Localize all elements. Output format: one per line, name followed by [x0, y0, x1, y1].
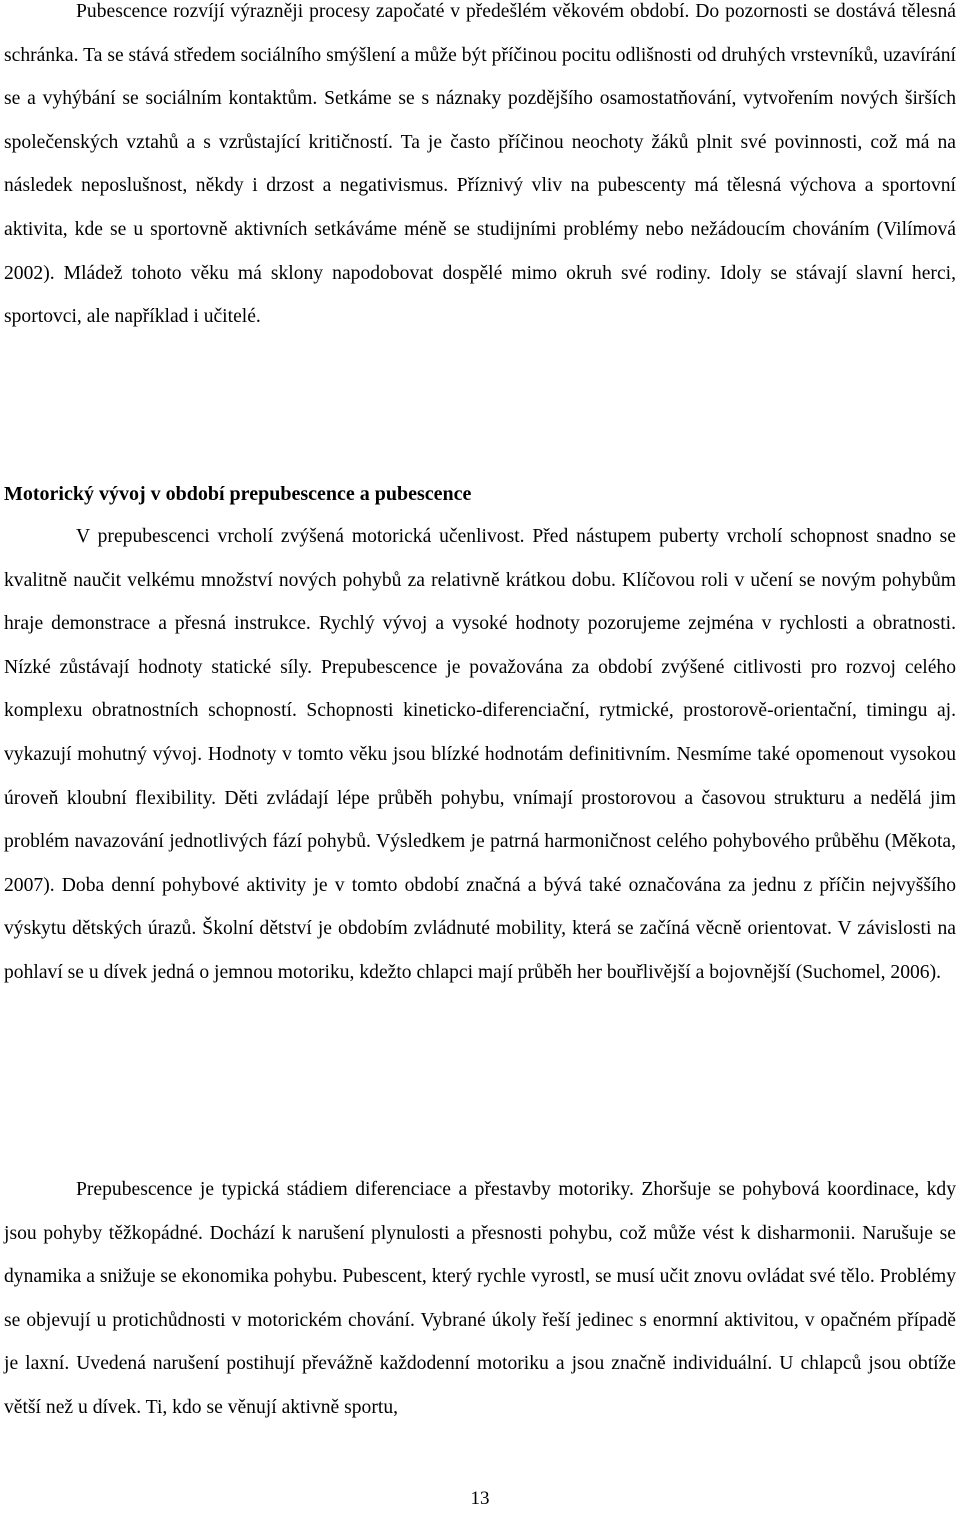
section-heading: Motorický vývoj v období prepubescence a pubescence	[4, 483, 472, 505]
paragraph-1-text: Pubescence rozvíjí výrazněji procesy započaté v předešlém věkovém období. Do pozornosti se dostává tělesná schránka. Ta se stává středem sociálního smýšlení a může být příčinou pocitu odlišnosti od druhých vrstevníků, uzavírání se a vyhýbání se sociálním kontaktům. Setkáme se s náznaky pozdějšího osamostatňování, vytvořením nových širších společenských vztahů a s vzrůstající kritičností. Ta je často příčinou neochoty žáků plnit své povinnosti, což má na následek neposlušnost, někdy i drzost a negativismus. Příznivý vliv na pubescenty má tělesná výchova a sportovní aktivita, kde se u sportovně aktivních setkáváme méně se studijními problémy nebo nežádoucím chováním (Vilímová 2002). Mládež tohoto věku má sklony napodobovat dospělé mimo okruh své rodiny. Idoly se stávají slavní herci, sportovci, ale například i učitelé.	[4, 1, 956, 328]
paragraph-motor-differentiation: Prepubescence je typická stádiem diferenciace a přestavby motoriky. Zhoršuje se pohybová koordinace, kdy jsou pohyby těžkopádné. Dochází k narušení plynulosti a přesnosti pohybu, což může vést k disharmonii. Narušuje se dynamika a snižuje se ekonomika pohybu. Pubescent, který rychle vyrostl, se musí učit znovu ovládat své tělo. Problémy se objevují u protichůdnosti v motorickém chování. Vybrané úkoly řeší jedinec s enormní aktivitou, v opačném případě je laxní. Uvedená narušení postihují převážně každodenní motoriku a jsou značně individuální. U chlapců jsou obtíže větší než u dívek. Ti, kdo se věnují aktivně sportu,	[4, 1179, 956, 1418]
page-number: 13	[470, 1488, 490, 1509]
paragraph-prepubescence-motor: V prepubescenci vrcholí zvýšená motorická učenlivost. Před nástupem puberty vrcholí schopnost snadno se kvalitně naučit velkému množství nových pohybů za relativně krátkou dobu. Klíčovou roli v učení se novým pohybům hraje demonstrace a přesná instrukce. Rychlý vývoj a vysoké hodnoty pozorujeme zejména v rychlosti a obratnosti. Nízké zůstávají hodnoty statické síly. Prepubescence je považována za období zvýšené citlivosti pro rozvoj celého komplexu obratnostních schopností. Schopnosti kineticko-diferenciační, rytmické, prostorově-orientační, timingu aj. vykazují mohutný vývoj. Hodnoty v tomto věku jsou blízké hodnotám definitivním. Nesmíme také opomenout vysokou úroveň kloubní flexibility. Děti zvládají lépe průběh pohybu, vnímají prostorovou a časovou strukturu a nedělá jim problém navazování jednotlivých fází pohybů. Výsledkem je patrná harmoničnost celého pohybového průběhu (Měkota, 2007). Doba denní pohybové aktivity je v tomto období značná a bývá také označována za jednu z příčin nejvyššího výskytu dětských úrazů. Školní dětství je obdobím zvládnuté mobility, která se začíná věcně orientovat. V závislosti na pohlaví se u dívek jedná o jemnou motoriku, kdežto chlapci mají průběh her bouřlivější a bojovnější (Suchomel, 2006).	[4, 526, 956, 983]
paragraph-pubescence	[4, 0, 956, 339]
